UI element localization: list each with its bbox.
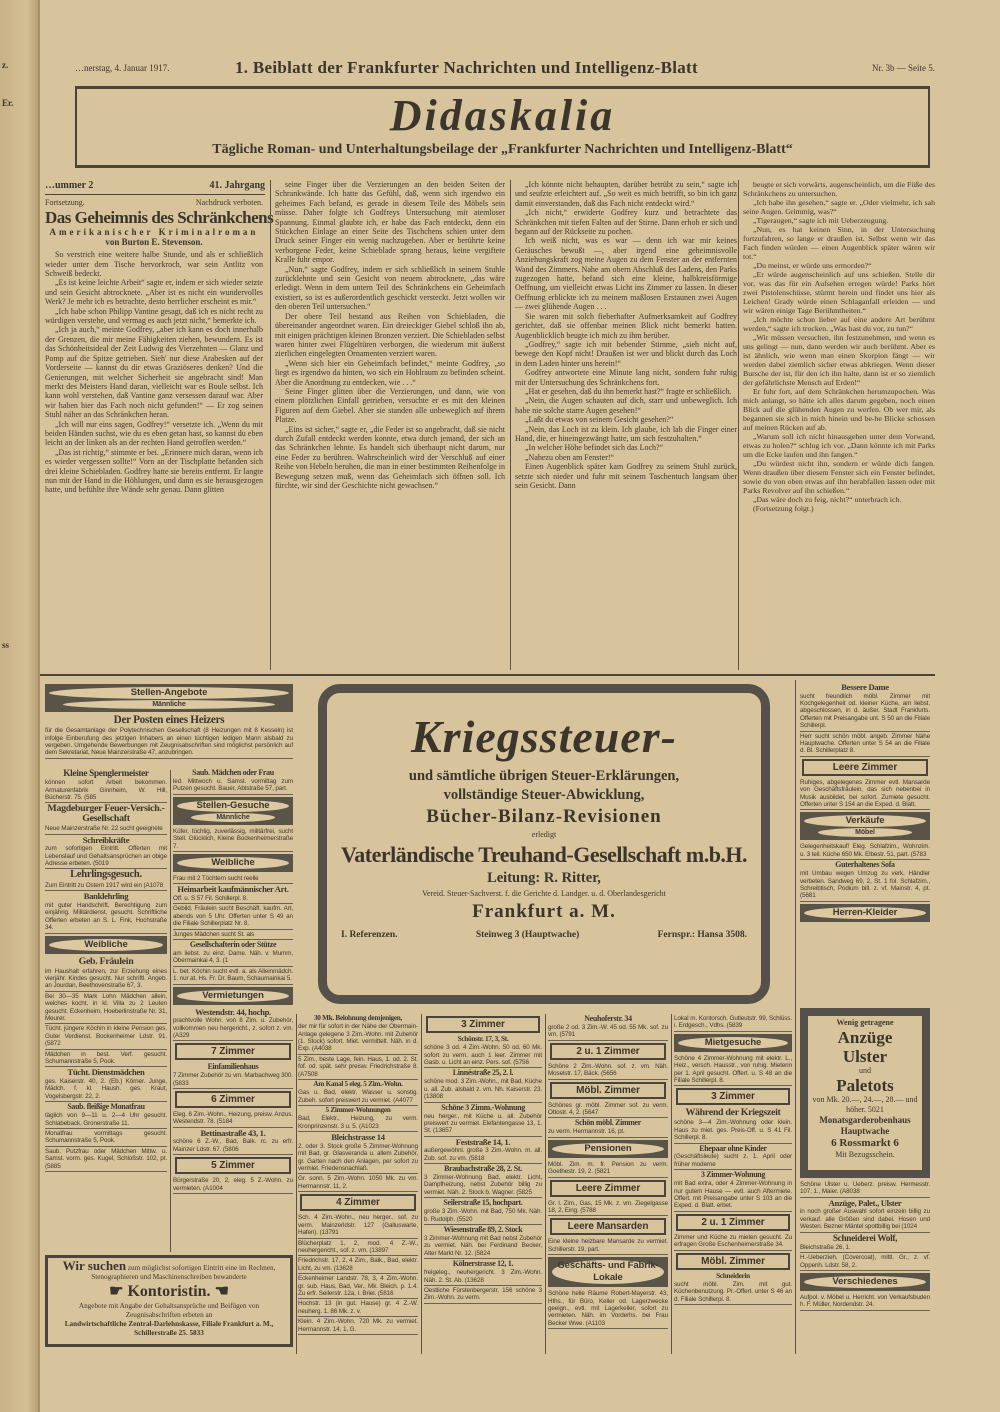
story-column-2	[270, 180, 505, 670]
ad-headline: Wiesenstraße 89, 2. Stock	[443, 1225, 523, 1235]
ad-text: Gr. sonn. 5 Zim.-Wohn. 1050 Mk. zu vm. Hermannstr. 11, 2.	[298, 1174, 418, 1192]
story-paragraph: „Nun, es hat keinen Sinn, in der Untersuchung fortzufahren, so lange er draußen ist. Selbst wenn wir das Fach finden würden — einen Augenblick später wären wir tot.“	[743, 225, 935, 261]
ad-headline: Kriegssteuer-	[411, 711, 677, 762]
edge-mark: Er.	[2, 98, 14, 108]
story-paragraph: So verstrich eine weitere halbe Stunde, und als er schließlich wieder unter dem Tische hervorkroch, war sein Antlitz von Schweiß bedeckt.	[45, 250, 263, 279]
story-paragraph: „Es ist keine leichte Arbeit“ sagte er, indem er sich wieder setzte und sein Gesicht abtrocknete. „Aber ist es nicht ein wundervolles Werk? Je mehr ich es betrachte, desto herrlicher erscheint es mir.“	[45, 278, 263, 307]
ad-column-top-left	[45, 682, 293, 759]
pointing-hand-icon: ☛	[109, 1283, 128, 1300]
category-box: 3 Zimmer	[676, 1088, 790, 1105]
category-box: Möbl. Zimmer	[550, 1082, 666, 1099]
column-rule	[795, 680, 796, 1354]
ad-headline: Seilerstraße 15, hochpart.	[443, 1198, 523, 1208]
ad-text: Eckenheimer Landstr. 78, 3, 4 Zim.-Wohn. gr. sub. Haus, Bad, Ver., Mk. Bleich. p. 1.4. Zu erfr. Seilerstr. 12a, I. Briel. (5816	[298, 1274, 418, 1299]
column-rule	[421, 1014, 422, 1354]
ad-shop: Monatsgarderobenhaus Hauptwache	[819, 1115, 911, 1136]
ad-line: erledigt	[531, 830, 557, 839]
ad-headline: Einfamilienhaus	[207, 1062, 259, 1072]
ad-text: Monatfrau vormittags gesucht. Schumannstraße 5, Pook.	[45, 1129, 167, 1147]
story-paragraph: „Nun,“ sagte Godfrey, indem er sich schließlich in seinem Stuhle zurücklehnte und sein Gesicht von neuem abtrocknete, „das wäre erledigt. Wenn in dem untern Teil des Schränkchens ein Geheimfach existiert, so ist es außerordentlich geschickt versteckt. Jetzt wollen wir den oberen Teil untersuchen.“	[275, 264, 505, 312]
story-paragraph: „Wenn sich hier ein Geheimfach befindet,“ meinte Godfrey, „so liegt es irgendwo da hinten, wo sich ein Hohlraum zu befinden scheint. Aber die Anordnung zu entdecken, wie . . .“	[275, 358, 505, 387]
ad-text: Herr sucht schön möbl. angeb. Zimmer Nähe Hauptwache. Offerten unter S 54 an die Filiale d. Bl. Schillerplatz 8.	[800, 732, 930, 757]
ad-headline: 3 Zimmer-Wohnung	[700, 1170, 766, 1180]
ad-text: Eine kleine heizbare Mansarde zu vermiet. Schillerstr. 19, part.	[548, 1237, 668, 1255]
section-banner-label: Weibliche	[177, 857, 289, 869]
ad-text: Tücht. jüngere Köchin in kleine Pension ges. Guter Verdienst. Bockenheimer Ldstr. 91. (5872	[45, 1024, 167, 1049]
category-box: 4 Zimmer	[300, 1194, 416, 1211]
story-paragraph: Einen Augenblick später kam Godfrey zu seinem Stuhl zurück, setzte sich nieder und fuhr mit seinem Taschentuch langsam über sein Gesicht. Dann	[515, 462, 737, 490]
ad-column-a1	[45, 768, 167, 1172]
section-banner	[45, 936, 167, 954]
section-banner-label: Vermietungen	[177, 990, 289, 1002]
edge-mark: z.	[2, 60, 9, 70]
issue-number: …ummer 2	[45, 180, 94, 191]
ad-text: schöne 3—4 Zim.-Wohnung oder klein. Haus zu miet. ges. Preis-Off. u. S 41 Fil. Schillerpl. 8.	[674, 1118, 792, 1143]
supplement-title: 1. Beiblatt der Frankfurter Nachrichten und Intelligenz-Blatt	[235, 58, 698, 77]
ad-text: Blücherplatz 1, 2, mod. 4 Z.-W., neuhergericht., sof. z. vm. (13897	[298, 1239, 418, 1257]
ad-firm: Landwirtschaftliche Zentral-Darlehnskasse, Filiale Frankfurt a. M., Schillerstraße 25. 5833	[64, 1320, 274, 1337]
page-number: Nr. 3b — Seite 5.	[872, 63, 935, 73]
ad-text: L. bet. Köchin sucht evtl. a. als Alleinmädch. 1. nur at. Hs. Fr. Dr. Baum, Schaumainkai 5.	[173, 967, 293, 985]
ad-text: mit Umbau wegen Umzug zu verk. Händler verbeten. Sandweg 69, 2, St. 1 fol. Schlafzim., Schreibtisch, Podium bill. z. vf. Mainstr. 4, pt. (5681	[800, 869, 930, 902]
ad-text: in noch großer Auswahl sofort einzeln billig zu verkauf. alle Größen sind dabei. Hosen und Westen. Bezner Mäntel spottbillig bei (1024	[800, 1207, 930, 1232]
ad-headline: Schreibkräfte	[82, 834, 130, 845]
masthead-title: Didaskalia	[389, 91, 616, 140]
ad-text: Oestliche Fürstenbergerstr. 156 schöne 3 Zim.-Wohn. zu verm.	[424, 1286, 542, 1304]
ad-text: Bei 30—35 Mark Lohn Mädchen allein, welches kocht, in kl. Villa zu 2 Leuten gesucht. Eckenheim, Hoeberlinstraße Nr. 31, Meurer.	[45, 992, 167, 1025]
story-paragraph: „Ich möchte schon lieber auf eine andere Art berühmt werden,“ sagte ich trocken. „Was hast du vor, zu tun?“	[743, 315, 935, 333]
ad-references: I. Referenzen.	[341, 930, 398, 940]
kontoristin-ad	[45, 1255, 293, 1347]
ad-column-c2	[674, 1014, 792, 1305]
story-paragraph: „Du meinst, er würde uns ermorden?“	[753, 261, 872, 270]
section-banner-label: Verkäufe	[804, 815, 926, 827]
section-banner-label: Männliche	[63, 700, 275, 709]
ad-headline: 5 Zimmer-Wohnungen	[325, 1106, 391, 1115]
ad-text: Gr. l. Zim., Gas, 15 Mk. z. vm. Ziegelgasse 18, 2, Eing. (5788	[548, 1199, 668, 1217]
column-rule	[545, 1014, 546, 1354]
ad-text: und	[859, 1066, 871, 1075]
ad-text: prachtvolle Wohn. von 8 Zim. u. Zubehör, vollkommen neu hergericht., z. sofort z. vm. (A329	[173, 1016, 293, 1041]
ad-text: 5 Zim., beste Lage, fein. Haus, 1. od. 2. St. fof. od. spät. sehr preisw. Friedrichstraße 8. (A7508	[298, 1055, 418, 1080]
story-paragraph: „Godfrey,“ sagte ich mit bebender Stimme, „sieh nicht auf, bewege den Kopf nicht! Draußen ist wer und blickt durch das Loch in dem Laden hinter uns herein!“	[515, 339, 737, 368]
ad-text: Junges Mädchen sucht St. als	[173, 930, 293, 940]
story-paragraph: „Das ist richtig,“ stimmte er bei. „Erinnere mich daran, wenn ich es wieder vergessen sollte!“ Vorn an der Tischplatte befanden sich drei kleine Schiebladen. Godfrey hatte sie bereits entfernt. Er langte nun mit der Hand in die Höhlungen, und dann es sie herausgezogen hatte, und befühlte ihre Wände sehr genau. Dann glitten	[45, 447, 263, 495]
section-banner-label: Pensionen	[552, 1143, 664, 1155]
ad-firm: Vaterländische Treuhand-Gesellschaft m.b.H.	[340, 842, 748, 867]
ad-headline: Magdeburger Feuer-Versich.-Gesellschaft	[47, 803, 165, 825]
story-paragraph: „In welcher Höhe befindet sich das Loch?“	[525, 443, 664, 453]
ad-text: Eleg. 6 Zim.-Wohn., Heizung, preisw. Anzus. Westendstr. 78. (5184	[173, 1110, 293, 1128]
story-paragraph: „Hat er gesehen, daß du ihn bemerkt hast?“ fragte er schließlich.	[525, 386, 732, 396]
volume-year: 41. Jahrgang	[209, 180, 265, 191]
ad-headline: Guterhaltenes Sofa	[835, 860, 895, 870]
section-banner	[800, 812, 930, 840]
masthead-subtitle: Tägliche Roman- und Unterhaltungsbeilage der „Frankfurter Nachrichten und Intelligenz-Blatt“	[212, 142, 793, 157]
section-divider	[40, 674, 935, 676]
ad-text: (Geschäftsleute) sucht z. 1. April oder früher moderne	[674, 1152, 792, 1170]
ad-text: schöne mod. 3 Zim.-Wohn., mit Bad, Küche u. all. Zub. alsbald z. vm. Nh. Kaiserstr. 23. (13808	[424, 1077, 542, 1102]
story-column-3	[510, 180, 737, 670]
ad-headline: Schön möbl. Zimmer	[575, 1118, 641, 1128]
ad-text: 3 Zimmer-Wohnung Bad, elektr. Licht, Dampfheizung, nebst Zubehör billig zu vermiet. Näh. 2. Stock b. Wagner. (5825	[424, 1173, 542, 1198]
ad-headline: Ehepaar ohne Kinder	[699, 1143, 767, 1153]
ad-column-d2	[800, 1180, 930, 1311]
ad-headline: Bessere Dame	[841, 682, 889, 692]
section-banner	[45, 684, 293, 712]
story-paragraph: Godfrey antwortete eine Minute lang nicht, sondern fuhr ruhig mit der Untersuchung des Schränkchens fort.	[515, 368, 737, 387]
story-paragraph: „Nahezu oben am Fenster!“	[525, 452, 615, 462]
ad-text: Schöne Ulster u. Ueberz. preisw. Hermesstr. 107, 1., Maier. (A8038	[800, 1180, 930, 1198]
ad-headline: Ulster	[842, 1047, 888, 1066]
section-banner-label: Mietgesuche	[678, 1037, 788, 1049]
ad-column-a2	[173, 768, 293, 1194]
ad-text: Zimmer und Küche zu mieten gesucht. Zu erfragen Große Eschenheimerstraße 34.	[674, 1233, 792, 1251]
story-paragraph: „Tigeraugen,“ sagte ich mit Ueberzeugung.	[753, 216, 889, 225]
section-banner-label: Verschiedenes	[804, 1276, 926, 1288]
issue-info	[45, 180, 265, 195]
category-box: 2 u. 1 Zimmer	[550, 1043, 666, 1060]
ad-headline: Schönstr. 17, 3, St.	[457, 1035, 509, 1043]
story-paragraph: Der obere Teil bestand aus Reihen von Schiebladen, die übereinander angeordnet waren. Ein dreieckiger Giebel schloß ihn ab, mit einigen prächtigen kleinen Bronzen verziert. Die Schiebladen selbst waren hinter zwei Flügeltüren verborgen, die wiederum mit äußerst zierlichen eingelegten Ornamenten verziert waren.	[275, 311, 505, 359]
ad-text: große 2 od. 3 Zim.-W. 45 od. 55 Mk. sof. zu vm. (5791	[548, 1023, 668, 1041]
ad-headline: Braubachstraße 28, 2. St.	[444, 1164, 522, 1174]
ad-leader-title: Vereid. Steuer-Sachverst. f. die Gerichte d. Landger. u. d. Oberlandesgericht	[422, 889, 666, 898]
ad-column-b2	[424, 1014, 542, 1304]
ad-text: neu herger., mit Küche u. all. Zubehör preiswert zu vermiet. Elefantengasse 13, 1. St. (13657	[424, 1112, 542, 1137]
masthead	[75, 86, 930, 168]
ad-headline: Westendstr. 44, hochp.	[195, 1006, 271, 1017]
ad-text: freigeleg., neuhergericht. 3 Zim.-Wohn. Näh. 2. St. Ab. (13628	[424, 1268, 542, 1286]
story-paragraph: „Ich nicht,“ erwiderte Godfrey kurz und betrachtete das Schränkchen mit tiefen Falten auf der Stirne. Dann erhob er sich und begann auf der Rückseite zu pochen.	[515, 208, 737, 237]
section-banner	[173, 854, 293, 872]
ad-text: Friedrichstr. 17, 2, 4 Zim., Balk., Bad, elektr. Licht, zu vm. (13628	[298, 1256, 418, 1274]
ad-headline: Neuhoferstr. 34	[584, 1014, 632, 1023]
section-banner	[800, 1273, 930, 1291]
story-genre: Amerikanischer Kriminalroman	[49, 227, 259, 238]
ad-line: Bücher-Bilanz-Revisionen	[426, 806, 662, 827]
story-paragraph: „Eins ist sicher,“ sagte er, „die Feder ist so angebracht, daß sie nicht durch Zufall entdeckt werden konnte, etwa durch jemand, der sich an das Schränkchen lehnte. Es handelt sich überhaupt nicht darum, nur eine Feder zu berühren. Wahrscheinlich wird der Verschluß auf einer Reihe von Hebeln beruhen, die man in einer bestimmten Reihenfolge in Bewegung setzen muß, wenn das Geheimfach sich öffnen soll. Ich fürchte, wir sind der Geschichte nicht gewachsen.“	[275, 424, 505, 490]
ad-text: Hochstr. 13 (in gut. Hause) gr. 4 Z.-W. neuherg. 1. 86 Mk. z. v.	[298, 1299, 418, 1317]
ad-title: Kontoristin.	[127, 1283, 211, 1300]
ad-text: schöne 6 Z.-W., Bad, Balk. rc. zu erfr. Mainzer Ldstr. 67. (5806	[173, 1137, 293, 1155]
ad-text: 7 Zimmer Zubehör zu vm. Marbachweg 300. (5833	[173, 1071, 293, 1089]
ad-headline: Banklehrling	[83, 891, 129, 902]
category-box: 5 Zimmer	[175, 1157, 291, 1174]
ad-text: sucht möbl. Zim. mit gut. Küchenbenutzung. Pr.-Offert. unter S 46 an d. Filiale Schillerpl. 8.	[674, 1280, 792, 1305]
section-banner-label: Stellen-Gesuche	[177, 800, 289, 812]
ad-phone: Fernspr.: Hansa 3508.	[657, 930, 747, 940]
ad-text: Neue Mainzerstraße Nr. 22 sucht geeignete	[45, 824, 167, 834]
story-paragraph: seine Finger über die Verzierungen an den beiden Seiten der Schrankwände. Ich hatte das Gefühl, daß, wenn sich irgendwo ein geheimes Fach befand, es gerade in diesem Teile des Möbels sein müsse. Daher folgte ich Godfreys Untersuchung mit atemloser Spannung. Einmal glaubte ich, er habe das Fach entdeckt, denn ein Stückchen Einlage an einer Seite des Tischchens schien unter dem Druck seiner Finger ein wenig nachzugeben. Aber er berührte keine verborgene Feder, keine Schieblade sprang heraus, keine vergiftete Kralle fuhr empor.	[275, 180, 505, 265]
story-paragraph: Ich weiß nicht, was es war — denn ich war mir keines Geräusches bewußt —, aber irgend eine geheimnisvolle Anziehungskraft zog meine Augen zu dem Fenster an der entfernten Wand des Zimmers. Nahe am obern Abschluß des Ladens, den Parks zugezogen hatte, befand sich eine kleine, halbkreisförmige Oeffnung, um vielleicht etwas Licht ins Zimmer zu lassen. In dieser Oeffnung erblickte ich zu meinem maßlosen Erstaunen zwei Augen — zwei glühende Augen . . .	[515, 236, 737, 312]
ad-headline: Saub. Mädchen oder Frau	[192, 768, 274, 777]
ad-text: Bad, Elektr., Heizung, zu verm. Kronprinzenstr. 3 u. 5. (A1023	[298, 1114, 418, 1132]
ad-text: Möbl. Zim. m. fr. Pension zu verm. Goethestr. 19, 2. (5821	[548, 1160, 668, 1178]
tax-service-ad	[318, 684, 770, 1004]
ad-text: 3 Zimmer-Wohnung mit Bad nebst Zubehör zu vermiet. Näh. bei Ferdinand Becker, Alter Markt Nr. 12. (5824	[424, 1234, 542, 1259]
ad-text: zum sofortigen Eintritt. Offerten mit Lebenslauf und Gehaltsansprüchen an obige Adresse erbeten. (5019	[45, 844, 167, 869]
section-banner	[548, 1257, 668, 1287]
ad-headline: Tücht. Dienstmädchen	[67, 1067, 145, 1078]
ad-line: vollständige Steuer-Abwicklung,	[443, 787, 645, 803]
ad-headline: Kleine Spenglermeister	[63, 768, 149, 778]
ad-text: zum möglichst sofortigen Eintritt eine im Rechnen, Stenographieren und Maschinenschreiben bewanderte	[91, 1264, 276, 1281]
ad-text: schöne 3 od. 4 Zim.-Wohn. 50 od. 60 Mk. sofort zu verm. auch 1 leer. Zimmer mit Gasb. u. Licht an einz. Pers. sof. (5756	[424, 1043, 542, 1068]
story-paragraph: „Wir müssen versuchen, ihn festzunehmen, und wenn es uns gelingt — nun, dann werden wir auch berühmt. Aber es ist ähnlich, wie wenn man einen Skorpion fängt — wir werden dabei ziemlich sicher etwas abkriegen. Wenn dieser Bursche der ist, für den ich ihn halte, dann ist er so ziemlich der gefährlichste Mensch auf Erden!“	[743, 333, 935, 387]
ad-headline: Bettinastraße 43, 1.	[200, 1127, 266, 1138]
ad-headline: Schneiderei Wolf,	[832, 1232, 898, 1243]
ad-text: Schönes gr. möbl. Zimmer sof. zu verm. Ottostr. 4, 2. (5647	[548, 1101, 668, 1119]
ad-text: Bürgerstraße 20, 2, eleg. 5 Z.-Wohn. zu vermieten. (A1004	[173, 1176, 293, 1194]
ad-text: außergewöhnl. große 3 Zim.-Wohn. m. all. Zub. sof. zu vm. (5818	[424, 1146, 542, 1164]
ad-text: Lokal m. Kontorsch. Gutleutstr. 99, Schlüss. i. Erdgesch., Vdhs. (5839	[674, 1014, 792, 1032]
story-column-4	[738, 180, 935, 670]
running-head	[75, 58, 935, 78]
story-title: Das Geheimnis des Schränkchens	[45, 208, 274, 228]
story-notice	[45, 198, 263, 207]
category-box: 6 Zimmer	[175, 1091, 291, 1108]
ad-text: H.-Ueberzieh. (Covercoat), mittl. Gr., z. vf. Oppenh. Ldstr. 58, 2.	[800, 1253, 930, 1271]
ad-text: im Haushalt erfahren, zur Erziehung eines vierjähr. Kindes gesucht. Nur schriftl. Angeb. an Jourdan, Beethovenstraße 67, 3.	[45, 967, 167, 992]
ad-line: und sämtliche übrigen Steuer-Erklärungen,	[408, 768, 680, 784]
story-paragraph: „Nein, die Augen schauten auf dich, starr und unbeweglich. Ich habe nie solche starre Augen gesehen!“	[515, 396, 737, 415]
column-rule	[671, 1014, 672, 1354]
section-banner-label: Geschäfts- und Fabrik-Lokale	[552, 1260, 664, 1284]
ad-address: 6 Rossmarkt 6	[831, 1137, 899, 1149]
section-banner-label: Weibliche	[49, 939, 163, 951]
ad-headline: Paletots	[836, 1076, 894, 1095]
story-paragraph: „Nein, das Loch ist zu klein. Ich glaube, ich lab die Finger einer Hand, die, er hineingezwängt hatte, um sich festzuhalten.“	[515, 424, 737, 443]
clothing-ad	[800, 1008, 930, 1178]
ad-text: für die Gesamtanlage der Polytechnischen Gesellschaft (8 Heizungen mit 8 Kesseln) ist infolge Einberufung des jetzigen Inhabers an einen tüchtigen ledigen Mann alsbald zu vergeben. Umgehende Bewerbungen mit Zeugnisabschriften sind möglichst persönlich auf dem Sekretariat, Neue Mainzerstraße 47, anzubringen.	[45, 726, 293, 759]
ad-text: mit Bad extra, oder 4 Zimmer-Wohnung in nur gutem Hause — evtl. auch Aftermiete. Offert. mit Preisangabe unter S 103 an die Exped. d. Blatt. erbet.	[674, 1179, 792, 1212]
ad-text: Bleichstraße 26, 1.	[800, 1243, 930, 1253]
ad-text: Sch. 4 Zim.-Wohn., neu herger., sof. zu verm. Mainzerldstr. 127 (Galluswarte, Hafen). (13791	[298, 1213, 418, 1238]
story-paragraph: „Ich habe ihn gesehen,“ sagte er. „Oder vielmehr, ich sah seine Augen. Grimmig, was?“	[743, 198, 935, 216]
ad-headline: Linnéstraße 25, 2. l.	[452, 1068, 514, 1078]
ad-headline: Lehrlingsgesuch.	[70, 869, 142, 881]
ad-text: Schöne 2 Zim.-Wohn. sof. z. vm. Näh. Moselstr. 17, Bäck. (5656	[548, 1062, 668, 1080]
category-box: Möbl. Zimmer	[676, 1253, 790, 1270]
story-paragraph: „Das wäre doch zu feig, nicht?“ unterbrach ich.	[753, 495, 902, 504]
ad-text: Gelegenheitskauf! Eleg. Schlafzim., Wohnzim. u. 3 teil. Küche 650 Mk. Elbestr. 51, part. (5783	[800, 842, 930, 860]
ad-text: sucht freundlich möbl. Zimmer mit Kochgelegenheit od. kleiner Küche, am liebst. abgeschlossen, in d. äußer. Stadt Frankfurts. Offerten mit Preisangabe unt. S 50 an die Filiale Schillerpl.	[800, 692, 930, 732]
ad-text: Zum Eintritt zu Ostern 1917 wird ein (A1078	[45, 881, 167, 891]
column-rule	[170, 770, 171, 1252]
story-paragraph: „Er würde augenscheinlich auf uns schießen. Stelle dir vor, was das für ein Aufsehen erregen würde! Parks hört zwei Pistolenschüsse, stürmt herein und findet uns hier als Leichen! Grady würde einen Schlaganfall erleiden — und wir wären einige Tage Berühmtheiten.“	[743, 270, 935, 315]
section-banner-label: Möbel	[818, 828, 912, 837]
ad-text: Saub. Putzfrau oder Mädchen Mittw. u. Samst. vorm. ges. Kugel, Schloßstr. 102, pt. (5885	[45, 1147, 167, 1172]
ad-text: Mädchen in best. Verf. gesucht. Schumannstraße 5, Pook.	[45, 1050, 167, 1068]
ad-headline: Während der Kriegszeit	[685, 1107, 781, 1119]
ad-headline: Saub. fleißige Monatfrau	[67, 1102, 145, 1112]
ad-headline: Schöne 3 Zimm.-Wohnung	[441, 1102, 525, 1112]
story-paragraph: „Ich habe schon Philipp Vantine gesagt, daß ich es nicht recht zu würdigen verstehe, und vermag es auch jetzt nicht,“ bemerkte ich.	[45, 306, 263, 326]
ad-text: zu verm. Hermannstr. 16, pt.	[548, 1127, 668, 1137]
column-rule	[296, 1014, 297, 1354]
category-box: 7 Zimmer	[175, 1043, 291, 1060]
edge-mark: ss	[2, 640, 10, 650]
ad-leader: Leitung: R. Ritter,	[487, 870, 601, 886]
ad-note: Mit Bezugsschein.	[835, 1150, 895, 1159]
ad-lead: Wir suchen	[62, 1258, 127, 1273]
ad-text: können sofort Arbeit bekommen. Armaturenfabrik Ginnheim, W. Hill, Bücherstr. 75. (585	[45, 778, 167, 803]
story-paragraph: Er fuhr fort, auf dem Schränkchen herumzupochen. Was mich anlangt, so hätte ich alles darum gegeben, noch einen Blick auf die glühenden Augen zu werfen. Ob wer mir, als begannen sie sich in mich hinein und be-he Blicke schossen auf meinen Rücken auf ab.	[743, 387, 935, 432]
ad-column-b1	[298, 1014, 418, 1335]
story-paragraph: „Du würdest nicht ihn, sondern er würde dich fangen. Wenn draußen über diesem Fenster sich ein Fenster befindet, sowie du von oben etwas auf ihn herabfallen lassen oder mit Parks Revolver auf ihn schießen.“	[743, 459, 935, 495]
section-banner-label: Herren-Kleider	[804, 907, 926, 919]
story-paragraph: „Laßt du etwas von seinem Gesicht gesehen?“	[525, 415, 674, 425]
ad-headline: Schneiderin	[716, 1271, 750, 1280]
ad-headline: Kölnerstrasse 12, 1.	[452, 1259, 514, 1269]
ad-headline: Der Posten eines Heizers	[113, 714, 225, 726]
story-paragraph: (Fortsetzung folgt.)	[753, 504, 814, 513]
ad-headline: Bleichstrasse 14	[331, 1132, 385, 1143]
copyright-notice: Nachdruck verboten.	[195, 198, 263, 207]
ad-city: Frankfurt a. M.	[472, 901, 616, 922]
issue-date: …nerstag, 4. Januar 1917.	[75, 63, 170, 73]
ad-headline: Anzüge	[837, 1028, 893, 1047]
section-banner-label: Stellen-Angebote	[49, 687, 289, 699]
story-paragraph: Sie waren mit solch fieberhafter Aufmerksamkeit auf Godfrey gerichtet, daß sie offenbar meinen Blick nicht bemerkt hatten. Augenblicklich beugte ich mich zu ihm herüber.	[515, 311, 737, 340]
category-box: Leere Mansarden	[550, 1218, 666, 1235]
ad-address: Steinweg 3 (Hauptwache)	[475, 930, 580, 940]
ad-price: von Mk. 20.—, 24.—, 28.— und höher. 5021	[812, 1095, 918, 1114]
category-box: 2 u. 1 Zimmer	[676, 1214, 790, 1231]
ad-text: große 3 Zim.-Wohn. mit Bad, 750 Mk. Näh. b. Rudolph. (5520	[424, 1207, 542, 1225]
ad-text: led. Mittwoch u. Samst. vormittag zum Putzen gesucht. Bauer, Abtstraße 57, part.	[173, 777, 293, 795]
ad-text: Gebild. Fräulein sucht Beschäft. kaufm. Art, abends von 5 Uhr. Offerten unter S 49 an die Filiale Schillerplatz Nr. 8.	[173, 904, 293, 929]
ad-column-c1	[548, 1014, 668, 1329]
ad-text: am liebst. zu einz. Dame. Näh. v. Mumm, Obermainkai 4, 3. (1	[173, 949, 293, 967]
ad-text: 2. oder 3. Stock große 5 Zimmer-Wohnung mit Bad, gr. Glasveranda u. allem Zubehör, gr. Garten nach den Anlagen, per sofort zu vermiet. Friedensnachlaß.	[298, 1142, 418, 1175]
section-banner	[800, 904, 930, 922]
story-paragraph: beugte er sich vorwärts, augenscheinlich, um die Füße des Schränkchens zu untersuchen.	[743, 180, 935, 198]
section-banner-label: Männliche	[191, 813, 275, 822]
category-box: Leere Zimmer	[802, 759, 928, 776]
ad-headline: Geb. Fräulein	[78, 955, 134, 967]
ad-headline: Feststraße 14, 1.	[455, 1136, 511, 1147]
ad-text: der mir für sofort in der Nähe der Obermain-Anlage gelegene 3 Zim.-Wohn. mit Zubehör (1. Stock) sofort. Miet. vermittelt. Näh. in d. Exp. (A4038	[298, 1022, 418, 1055]
category-box: Leere Zimmer	[550, 1180, 666, 1197]
ad-text: Frau mit 2 Töchtern sucht reelle	[173, 874, 293, 884]
story-paragraph: „Ich könnte nicht behaupten, darüber betrübt zu sein,“ sagte ich und seufzte erleichtert auf. „So weit es mich betrifft, so bin ich ganz damit einverstanden, daß das Fach nicht entdeckt wird.“	[515, 180, 737, 208]
section-banner	[173, 987, 293, 1005]
previous-page-edge	[0, 0, 40, 1412]
ad-text: mit guter Handschrift, Berechtigung zum einjährig. Militärdienst, gesucht. Schriftliche Offerten erbeten an S. L. Fink, Hochstraße 34.	[45, 901, 167, 934]
section-banner	[173, 797, 293, 825]
story-column-1	[45, 198, 274, 670]
story-paragraph: „Warum soll ich nicht hinausgehen unter dem Vorwand, etwas zu holen?“ schlug ich vor. „Dann könnte ich mit Parks um die Ecke laufen und ihn fangen.“	[743, 432, 935, 459]
ad-headline: Gesellschafterin oder Stütze	[189, 939, 277, 949]
ad-text: Schöne helle Räume Robert-Mayerstr. 43, Hths., für Büro, Keller od. Lagerzwecke geeign., evtl. mit Lagerkeller, sofort zu vermieten. Näh. im Vorderhs. bei Frau Becker Wwe. (A1103	[548, 1289, 668, 1329]
pointing-hand-icon: ☚	[210, 1283, 229, 1300]
ad-text: Wenig getragene	[836, 1018, 894, 1027]
section-banner	[548, 1140, 668, 1158]
ad-headline: Heimarbeit kaufmännischer Art.	[177, 884, 289, 895]
ad-text: Schöne 4 Zimmer-Wohnung mit elektr. L., Heiz., versch. Hausstr., von ruhig. Mieterin per 1. April gesucht. Offert. u. S 48 an die Filiale Schillerpl. 8.	[674, 1054, 792, 1087]
story-author: von Burton E. Stevenson.	[105, 236, 203, 247]
continuation-label: Fortsetzung.	[45, 198, 85, 207]
ad-text: täglich von 9—11 u. 2—4 Uhr gesucht. Schlabeback, Gronerstraße 11.	[45, 1111, 167, 1129]
ad-text: Gas u. Bad, elektr. Wasser u. sonstig. Zubeh. sofort preiswert zu vermiet. (A4077	[298, 1088, 418, 1106]
ad-headline: 30 Mk. Belohnung demjenigen,	[313, 1014, 403, 1022]
ad-headline: Am Kanal 5 eleg. 5 Zim.-Wohn.	[313, 1080, 403, 1089]
ad-text: Küfer, tüchtig, zuverlässig, militärfrei, sucht Stell. Glücklich, Kleine Bockenheimerstraße 7.	[173, 827, 293, 852]
ad-text: Off. u. S 57 Fil. Schillerpl. 8.	[173, 894, 293, 904]
ad-text: Klein. 4 Zim.-Wohn. 720 Mk. zu vermiet. Hermannstr. 14, 1, G.	[298, 1317, 418, 1335]
ad-text: Angebote mit Angabe der Gehaltsansprüche und Beifügen von Zeugnisabschriften erbeten an	[78, 1302, 260, 1319]
ad-text: Ruhiges, abgelegenes Zimmer evtl. Mansarde von Geschäftsfräulein, das sich nebenbei in Musik ausbildet, bei sofort. Zumiete gesucht. Offerten unter S 154 an die Exped. d. Blatt.	[800, 778, 930, 811]
ad-column-d	[800, 682, 930, 924]
ad-text: ges. Kaiserstr. 40, 2. (Eb.) Körner. Junge, Mädch. f. kl. Haush. ges. Kraut, Vogelsbergstr. 22, 2.	[45, 1077, 167, 1102]
ad-text: Aufpol. v. Möbel u. Herricht. von Verkaufsbuden h. F. Müller, Nordendstr. 24.	[800, 1293, 930, 1311]
story-paragraph: Seine Finger glitten über die Verzierungen, und dann, wie von einem plötzlichen Einfall getrieben, versuchte er es mit den kleinen Figuren auf dem Giebel. Aber sie standen alle unbeweglich auf ihrem Platze.	[275, 386, 505, 425]
story-paragraph: „Ich will nur eins sagen, Godfrey!“ versetzte ich. „Wenn du mit beiden Händen suchst, wie du es eben getan hast, so kannst du eben leicht an der linken als an der rechten Hand getroffen werden.“	[45, 419, 263, 448]
story-paragraph: „Ich ja auch,“ meinte Godfrey, „aber ich kann es doch innerhalb der Grenzen, die mir meine Fähigkeiten ziehen, bewundern. Es ist das Schönheitsideal der Zeit Ludwig des Vierzehnten — Glanz und Pomp auf die Spitze getrieben. Sieh' nur diese Arabesken auf der Vorderseite — kannst du dir etwas Graziöseres denken? Und die Genierungen, mit welcher Sicherheit sie angebracht sind! Man merkt des Meisters Hand daran, vielleicht war es Boule selbst. Ich kann wohl verstehen, daß Vantine ganz versessen darauf war. Aber wir haben hier das Fach noch nicht gefunden!“ — Er zog seinen Stuhl näher an das Schränkchen heran.	[45, 325, 263, 420]
category-box: 3 Zimmer	[426, 1016, 540, 1033]
section-banner	[674, 1034, 792, 1052]
ad-headline: Anzüge, Palet., Ulster	[828, 1197, 902, 1208]
